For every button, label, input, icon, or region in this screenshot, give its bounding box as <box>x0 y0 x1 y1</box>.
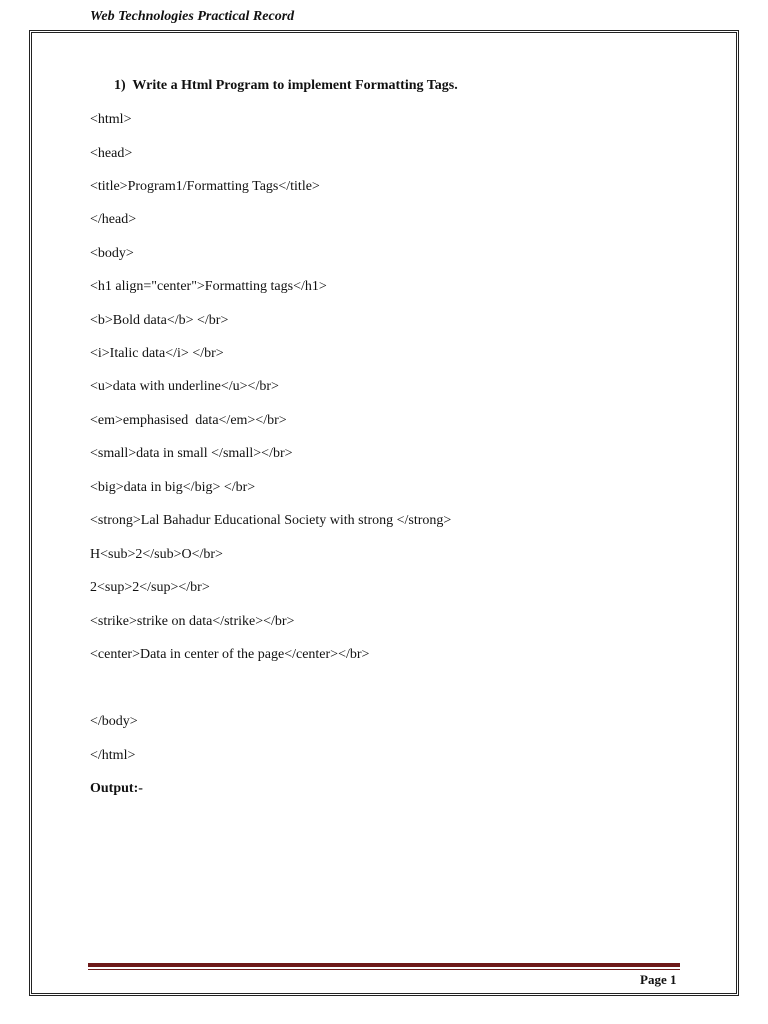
footer-rule <box>88 963 680 967</box>
code-line: <i>Italic data</i> </br> <box>90 346 224 361</box>
footer-rule-thin <box>88 969 680 970</box>
code-line: 2<sup>2</sup></br> <box>90 580 210 595</box>
code-line: <strong>Lal Bahadur Educational Society with strong </strong> <box>90 513 452 528</box>
page-number: Page 1 <box>640 972 677 987</box>
code-line: <body> <box>90 246 134 261</box>
code-line: <b>Bold data</b> </br> <box>90 313 229 328</box>
code-line: <title>Program1/Formatting Tags</title> <box>90 179 320 194</box>
code-line: <small>data in small </small></br> <box>90 446 293 461</box>
code-line: <html> <box>90 112 132 127</box>
code-line: <center>Data in center of the page</center></br> <box>90 647 370 662</box>
code-line: <strike>strike on data</strike></br> <box>90 614 295 629</box>
code-line: </html> <box>90 748 136 763</box>
question-heading <box>114 78 458 94</box>
question-number: 1) <box>114 78 126 93</box>
output-label: Output:- <box>90 781 143 796</box>
code-line: </body> <box>90 714 138 729</box>
code-line: <em>emphasised data</em></br> <box>90 413 287 428</box>
code-line: <h1 align="center">Formatting tags</h1> <box>90 279 327 294</box>
running-header: Web Technologies Practical Record <box>90 9 295 24</box>
code-line: <big>data in big</big> </br> <box>90 480 256 495</box>
code-line: <head> <box>90 146 133 161</box>
code-line: </head> <box>90 212 137 227</box>
code-line: <u>data with underline</u></br> <box>90 379 279 394</box>
question-text: Write a Html Program to implement Formatting Tags. <box>132 78 458 93</box>
code-line: H<sub>2</sub>O</br> <box>90 547 223 562</box>
